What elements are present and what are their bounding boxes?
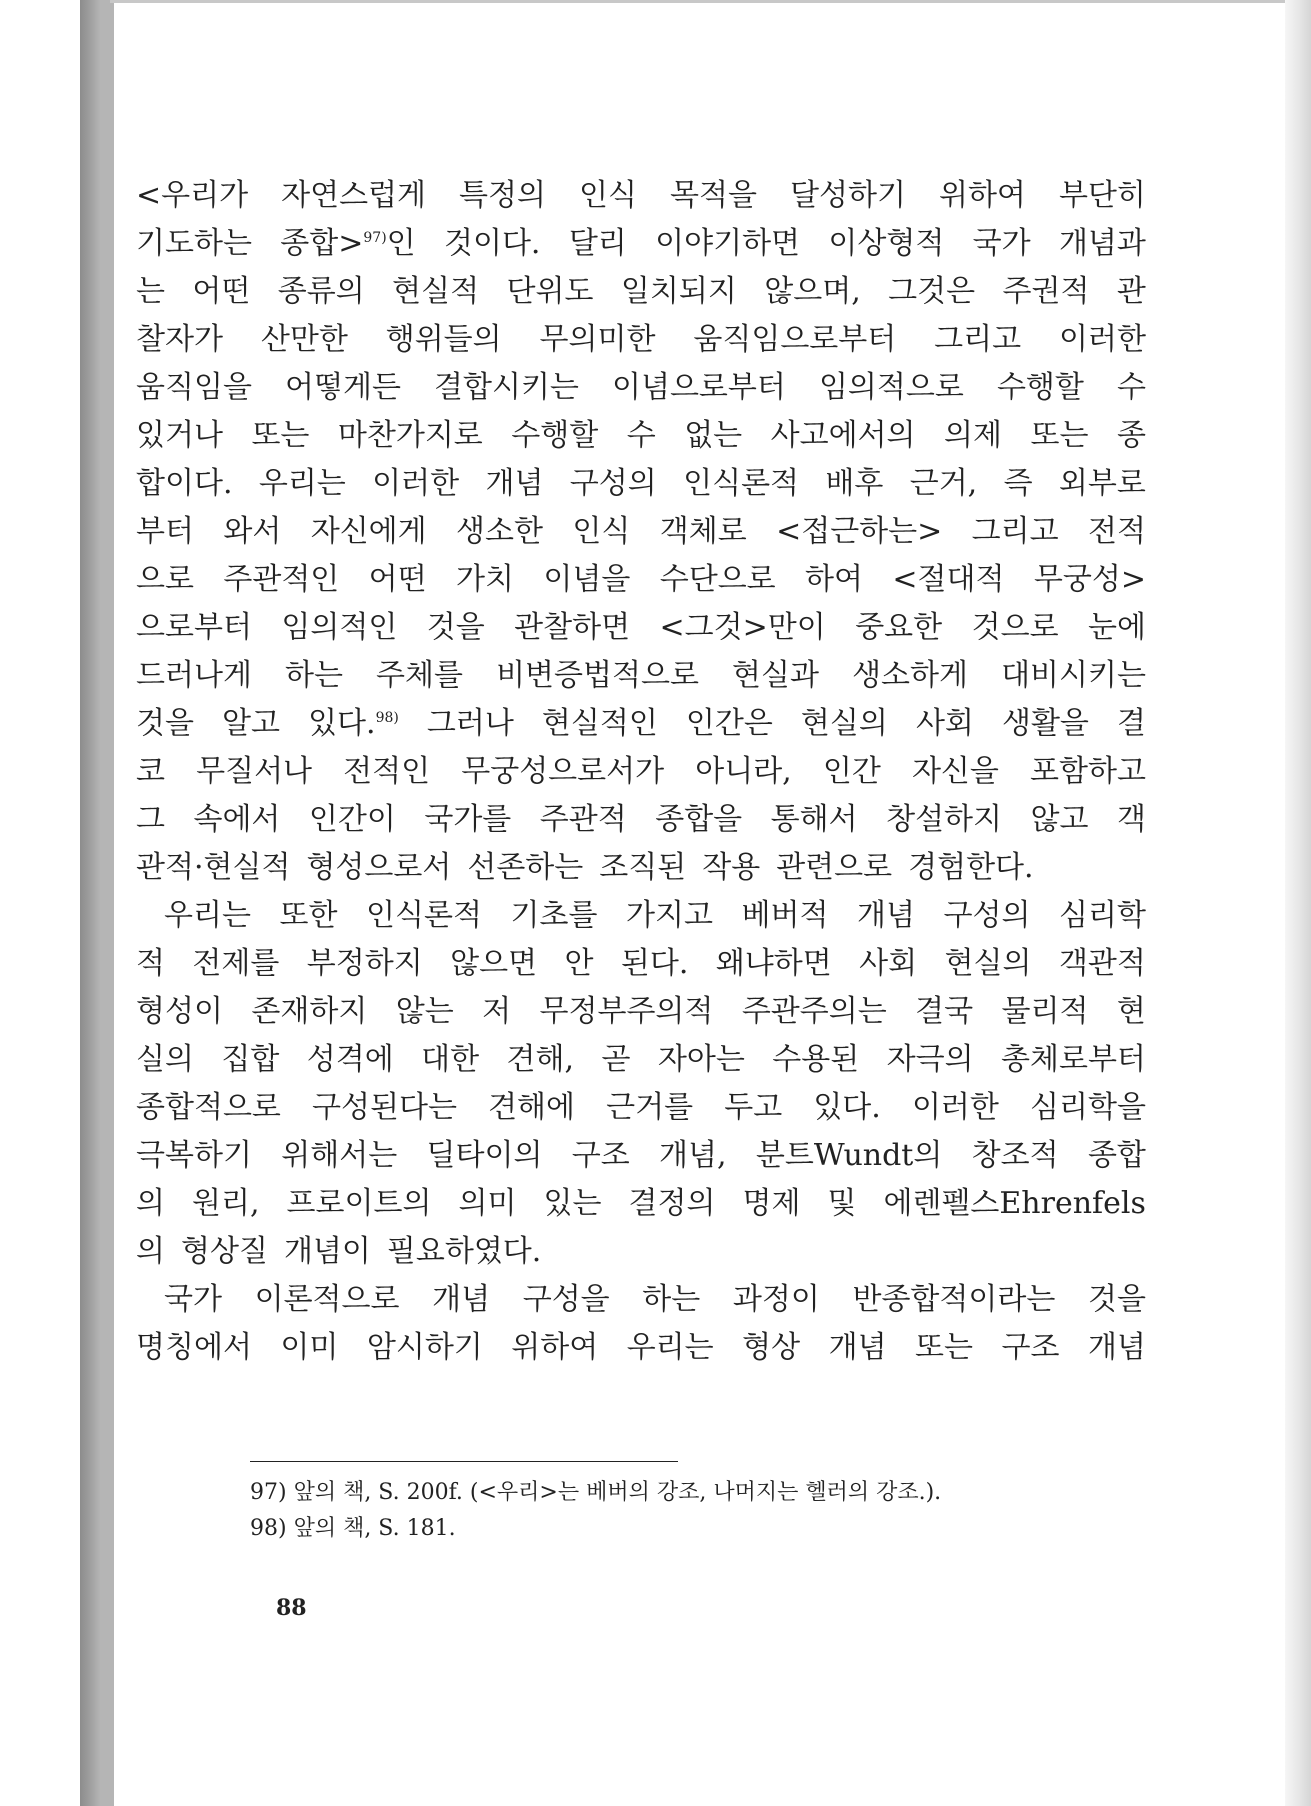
text-line: 실의 집합 성격에 대한 견해, 곧 자아는 수용된 자극의 총체로부터 xyxy=(136,1042,1146,1077)
text-line: 으로부터 임의적인 것을 관찰하면 <그것>만이 중요한 것으로 눈에 xyxy=(136,610,1146,645)
text-line: 극복하기 위해서는 딜타이의 구조 개념, 분트Wundt의 창조적 종합 xyxy=(136,1138,1146,1173)
body-text xyxy=(136,172,1146,1372)
text-line: 형성이 존재하지 않는 저 무정부주의적 주관주의는 결국 물리적 현 xyxy=(136,994,1146,1029)
page-stack-edge xyxy=(100,0,114,1806)
footnote-marker: 98) xyxy=(375,710,399,726)
text-line: 부터 와서 자신에게 생소한 인식 객체로 <접근하는> 그리고 전적 xyxy=(136,514,1146,549)
footnote-marker: 97) xyxy=(363,230,387,246)
text-line: 적 전제를 부정하지 않으면 안 된다. 왜냐하면 사회 현실의 객관적 xyxy=(136,946,1146,981)
text-line: 드러나게 하는 주체를 비변증법적으로 현실과 생소하게 대비시키는 xyxy=(136,658,1146,693)
text-line: 종합적으로 구성된다는 견해에 근거를 두고 있다. 이러한 심리학을 xyxy=(136,1090,1146,1125)
footnote-97: 97) 앞의 책, S. 200f. (<우리>는 베버의 강조, 나머지는 헬러의 강조.). xyxy=(250,1480,942,1505)
text-line: 의 형상질 개념이 필요하였다. xyxy=(136,1234,542,1269)
text-line: 코 무질서나 전적인 무궁성으로서가 아니라, 인간 자신을 포함하고 xyxy=(136,754,1146,789)
text-line: 것을 알고 있다.$^{98)}$ 그러나 현실적인 인간은 현실의 사회 생활을 결 xyxy=(136,706,1146,741)
footnote-98: 98) 앞의 책, S. 181. xyxy=(250,1516,456,1541)
text-line: 합이다. 우리는 이러한 개념 구성의 인식론적 배후 근거, 즉 외부로 xyxy=(136,466,1146,501)
text-line: 기도하는 종합>$^{97)}$인 것이다. 달리 이야기하면 이상형적 국가 개념과 xyxy=(136,226,1146,261)
text-line: 찰자가 산만한 행위들의 무의미한 움직임으로부터 그리고 이러한 xyxy=(136,322,1146,357)
page-right-edge xyxy=(1285,0,1311,1806)
page-number: 88 xyxy=(276,1595,307,1621)
footnote-separator xyxy=(250,1461,678,1462)
text-line: 국가 이론적으로 개념 구성을 하는 과정이 반종합적이라는 것을 xyxy=(164,1282,1146,1317)
text-line: <우리가 자연스럽게 특정의 인식 목적을 달성하기 위하여 부단히 xyxy=(136,178,1146,213)
text-line: 움직임을 어떻게든 결합시키는 이념으로부터 임의적으로 수행할 수 xyxy=(136,370,1146,405)
text-line: 는 어떤 종류의 현실적 단위도 일치되지 않으며, 그것은 주권적 관 xyxy=(136,274,1146,309)
footnotes xyxy=(250,1475,1150,1547)
text-line: 그 속에서 인간이 국가를 주관적 종합을 통해서 창설하지 않고 객 xyxy=(136,802,1146,837)
text-line: 우리는 또한 인식론적 기초를 가지고 베버적 개념 구성의 심리학 xyxy=(164,898,1146,933)
text-line: 명칭에서 이미 암시하기 위하여 우리는 형상 개념 또는 구조 개념 xyxy=(136,1330,1146,1365)
text-line: 으로 주관적인 어떤 가치 이념을 수단으로 하여 <절대적 무궁성> xyxy=(136,562,1146,597)
text-line: 있거나 또는 마찬가지로 수행할 수 없는 사고에서의 의제 또는 종 xyxy=(136,418,1146,453)
text-line: 의 원리, 프로이트의 의미 있는 결정의 명제 및 에렌펠스Ehrenfels xyxy=(136,1186,1146,1221)
text-line: 관적·현실적 형성으로서 선존하는 조직된 작용 관련으로 경험한다. xyxy=(136,850,1034,885)
